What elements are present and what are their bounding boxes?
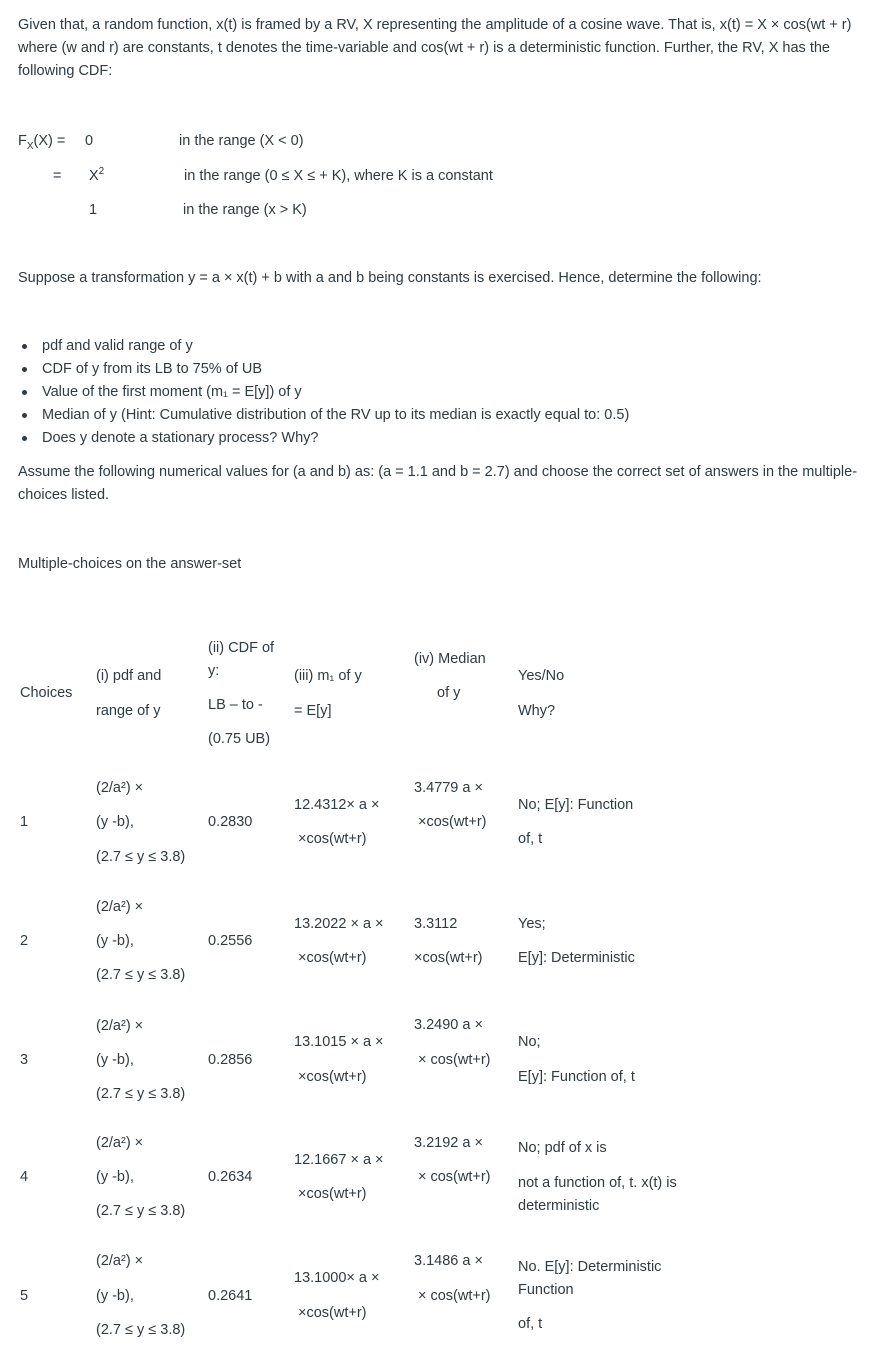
choices-heading: Multiple-choices on the answer-set	[18, 556, 242, 572]
header-median: (iv) Median	[414, 651, 486, 667]
cdf-eq-sign: =	[53, 168, 62, 184]
choice-number: 5	[20, 1288, 29, 1304]
pdf-line: (2.7 ≤ y ≤ 3.8)	[96, 1322, 186, 1338]
median-line: ×cos(wt+r)	[418, 814, 487, 830]
list-item: CDF of y from its LB to 75% of UB	[18, 358, 629, 381]
pdf-line: (2.7 ≤ y ≤ 3.8)	[96, 1086, 186, 1102]
cdf-value: 0.2830	[208, 814, 253, 830]
cdf-row2-range: in the range (0 ≤ X ≤ + K), where K is a constant	[184, 168, 493, 184]
m1-line: 12.4312× a ×	[294, 797, 380, 813]
why-line: deterministic	[518, 1198, 600, 1214]
pdf-line: (2/a²) ×	[96, 1135, 144, 1151]
why-line: E[y]: Function of, t	[518, 1069, 635, 1085]
m1-line: 12.1667 × a ×	[294, 1152, 384, 1168]
header-why-2: Why?	[518, 703, 556, 719]
m1-line: ×cos(wt+r)	[298, 1186, 367, 1202]
pdf-line: (2.7 ≤ y ≤ 3.8)	[96, 1203, 186, 1219]
m1-line: 13.1015 × a ×	[294, 1034, 384, 1050]
why-line: of, t	[518, 1316, 543, 1332]
pdf-line: (2/a²) ×	[96, 899, 144, 915]
header-pdf: (i) pdf and	[96, 668, 162, 684]
choice-number: 3	[20, 1052, 29, 1068]
list-item: Does y denote a stationary process? Why?	[18, 427, 629, 450]
median-line: × cos(wt+r)	[418, 1169, 491, 1185]
pdf-line: (y -b),	[96, 1052, 134, 1068]
pdf-line: (2/a²) ×	[96, 1018, 144, 1034]
choice-number: 4	[20, 1169, 29, 1185]
header-pdf-2: range of y	[96, 703, 161, 719]
why-line: Function	[518, 1282, 574, 1298]
why-line: No;	[518, 1034, 541, 1050]
header-median-2: of y	[437, 685, 461, 701]
choice-number: 1	[20, 814, 29, 830]
median-line: × cos(wt+r)	[418, 1052, 491, 1068]
header-cdf-3: LB – to -	[208, 697, 263, 713]
cdf-row2-value: $X^2$	[89, 166, 105, 184]
choice-number: 2	[20, 933, 29, 949]
header-m1: (iii) m₁ of y	[294, 668, 362, 684]
pdf-line: (2.7 ≤ y ≤ 3.8)	[96, 967, 186, 983]
m1-line: 13.1000× a ×	[294, 1270, 380, 1286]
list-item: Median of y (Hint: Cumulative distribution of the RV up to its median is exactly equal to: 0.5)	[18, 404, 629, 427]
cdf-row1-value: 0	[85, 133, 94, 149]
intro-paragraph: Given that, a random function, x(t) is framed by a RV, X representing the amplitude of a cosine wave. That is, x(t) = X × cos(wt + r) where (w and r) are constants, t denotes the time-variable and cos(wt + r) is a deterministic function. Further, the RV, X has the following CDF:	[18, 17, 852, 79]
cdf-value: 0.2556	[208, 933, 253, 949]
cdf-row3-range: in the range (x > K)	[183, 202, 307, 218]
cdf-value: 0.2634	[208, 1169, 253, 1185]
pdf-line: (2/a²) ×	[96, 780, 144, 796]
cdf-value: 0.2856	[208, 1052, 253, 1068]
header-choices: Choices	[20, 685, 73, 701]
median-line: 3.4779 a ×	[414, 780, 483, 796]
median-line: 3.3112	[414, 916, 458, 932]
m1-line: ×cos(wt+r)	[298, 1069, 367, 1085]
m1-line: ×cos(wt+r)	[298, 950, 367, 966]
transformation-paragraph: Suppose a transformation y = a × x(t) + b with a and b being constants is exercised. Hence, determine the following:	[18, 270, 762, 286]
why-line: E[y]: Deterministic	[518, 950, 635, 966]
m1-line: ×cos(wt+r)	[298, 831, 367, 847]
header-cdf-2: y:	[208, 663, 220, 679]
pdf-line: (y -b),	[96, 933, 134, 949]
header-cdf-4: (0.75 UB)	[208, 731, 271, 747]
median-line: 3.2192 a ×	[414, 1135, 483, 1151]
question-list	[18, 335, 629, 450]
pdf-line: (2/a²) ×	[96, 1253, 144, 1269]
pdf-line: (y -b),	[96, 814, 134, 830]
pdf-line: (y -b),	[96, 1169, 134, 1185]
cdf-row1-range: in the range (X < 0)	[179, 133, 304, 149]
median-line: 3.2490 a ×	[414, 1017, 483, 1033]
assumption-paragraph: Assume the following numerical values for (a and b) as: (a = 1.1 and b = 2.7) and choose the correct set of answers in the multiple-choices listed.	[18, 464, 858, 503]
median-line: × cos(wt+r)	[418, 1288, 491, 1304]
why-line: No; pdf of x is	[518, 1140, 607, 1156]
header-m1-2: = E[y]	[294, 703, 332, 719]
why-line: No. E[y]: Deterministic	[518, 1259, 662, 1275]
list-item: pdf and valid range of y	[18, 335, 629, 358]
why-line: not a function of, t. x(t) is	[518, 1175, 677, 1191]
why-line: Yes;	[518, 916, 546, 932]
pdf-line: (y -b),	[96, 1288, 134, 1304]
list-item: Value of the first moment (m₁ = E[y]) of y	[18, 381, 629, 404]
header-cdf: (ii) CDF of	[208, 640, 275, 656]
header-why: Yes/No	[518, 668, 565, 684]
cdf-row3-value: 1	[89, 202, 98, 218]
why-line: No; E[y]: Function	[518, 797, 634, 813]
pdf-line: (2.7 ≤ y ≤ 3.8)	[96, 849, 186, 865]
why-line: of, t	[518, 831, 543, 847]
m1-line: 13.2022 × a ×	[294, 916, 384, 932]
m1-line: ×cos(wt+r)	[298, 1305, 367, 1321]
cdf-lhs: $F_X(X)$ =	[18, 133, 66, 152]
median-line: ×cos(wt+r)	[414, 950, 483, 966]
cdf-value: 0.2641	[208, 1288, 253, 1304]
median-line: 3.1486 a ×	[414, 1253, 483, 1269]
